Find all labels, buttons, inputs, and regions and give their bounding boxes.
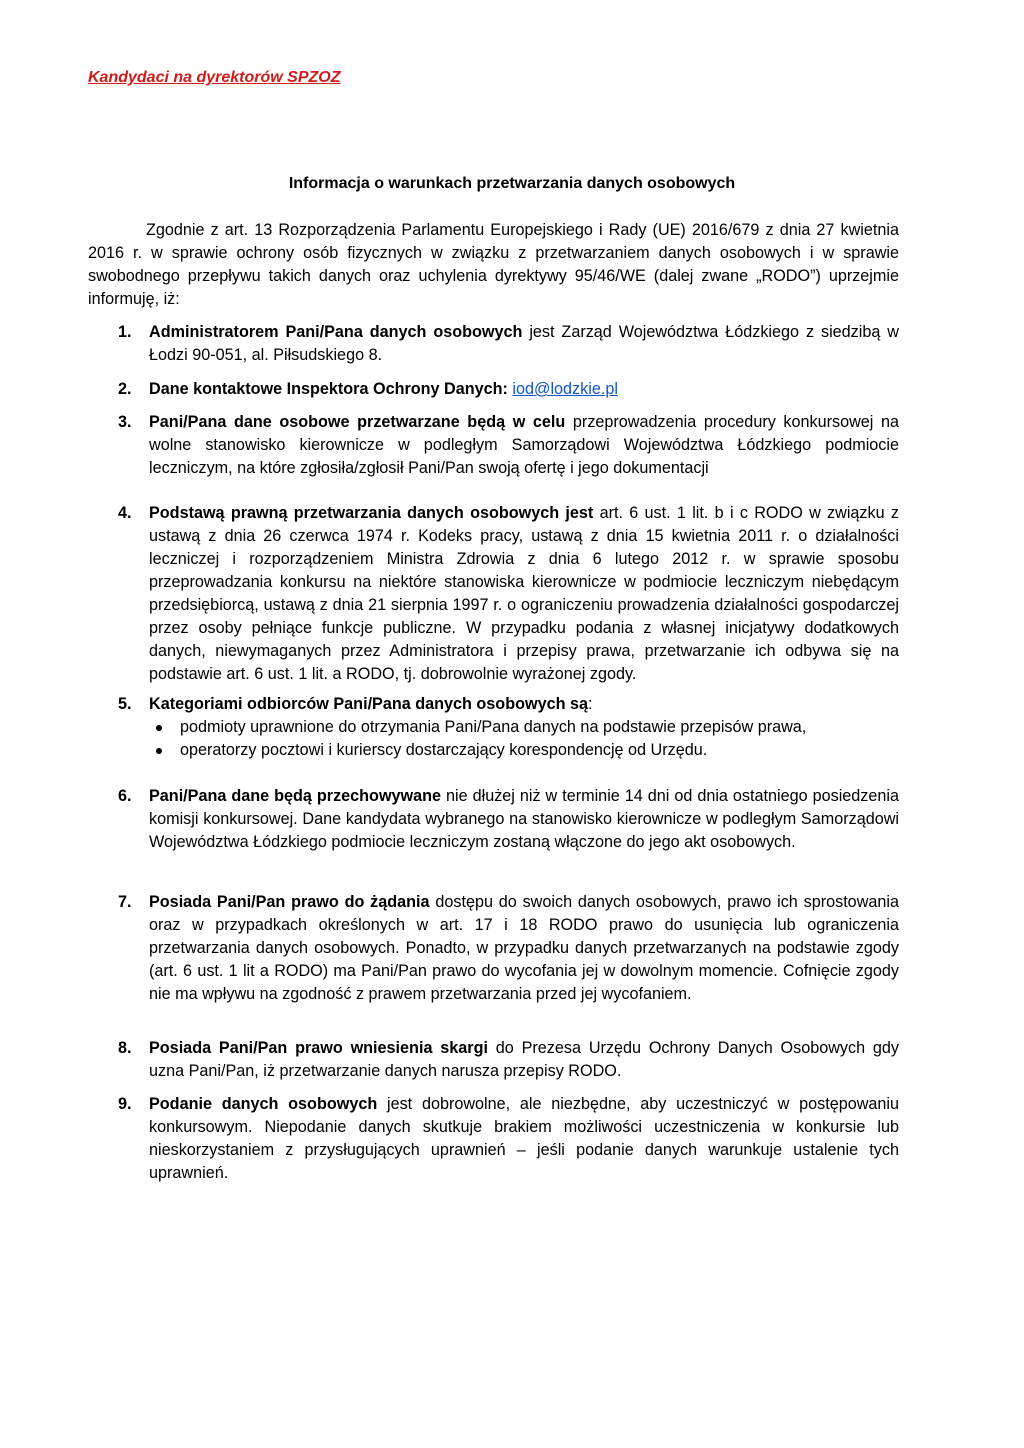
point-text xyxy=(149,378,899,401)
point-text xyxy=(149,411,899,480)
bullet-list xyxy=(149,716,899,762)
bullet-dot-icon xyxy=(156,748,162,754)
point-bold-lead: Posiada Pani/Pan prawo do żądania xyxy=(149,893,430,911)
point-text xyxy=(149,693,899,762)
point-lead-line xyxy=(149,693,899,716)
bullet-text: operatorzy pocztowi i kurierscy dostarczający korespondencję od Urzędu. xyxy=(180,741,708,759)
point-text xyxy=(149,785,899,854)
point-body: przeprowadzenia procedury konkursowej na wolne stanowisko kierownicze w podległym Samorządowi Województwa Łódzkiego podmiocie leczniczym, na które zgłosiła/zgłosił Pani/Pan swoją ofertę i jego dokumentacji xyxy=(149,413,900,477)
point-number: 8. xyxy=(118,1039,132,1057)
point-body: art. 6 ust. 1 lit. b i c RODO w związku z ustawą z dnia 26 czerwca 1974 r. Kodeks pracy, ustawą z dnia 15 kwietnia 2011 r. o działalności leczniczej i rozporządzeniem Ministra Zdrowia z dnia 6 lutego 2012 r. w sprawie sposobu przeprowadzania konkursu na niektóre stanowiska kierownicze w podmiocie leczniczym niebędącym przedsiębiorcą, ustawą z dnia 21 sierpnia 1997 r. o ograniczeniu prowadzenia działalności gospodarczej przez osoby pełniące funkcje publiczne. W przypadku podania z własnej inicjatywy dodatkowych danych, niewymaganych przez Administratora i przepisy prawa, przetwarzanie ich odbywa się na podstawie art. 6 ust. 1 lit. a RODO, tj. dobrowolnie wyrażonej zgody. xyxy=(149,504,899,683)
bullet-dot-icon xyxy=(156,725,162,731)
point-text xyxy=(149,321,899,367)
intro-paragraph: Zgodnie z art. 13 Rozporządzenia Parlamentu Europejskiego i Rady (UE) 2016/679 z dnia 27 kwietnia 2016 r. w sprawie ochrony osób fizycznych w związku z przetwarzaniem danych osobowych i w sprawie swobodnego przepływu takich danych oraz uchylenia dyrektywy 95/46/WE (dalej zwane „RODO”) uprzejmie informuję, iż: xyxy=(88,221,899,308)
point-number: 5. xyxy=(118,695,132,713)
point-text xyxy=(149,1037,899,1083)
point-bold-lead: Podanie danych osobowych xyxy=(149,1095,378,1113)
point-body: jest Zarząd Województwa Łódzkiego z siedzibą w Łodzi 90-051, al. Piłsudskiego 8. xyxy=(149,323,899,364)
point-number: 6. xyxy=(118,787,132,805)
point-text xyxy=(149,891,899,1006)
document-title: Informacja o warunkach przetwarzania danych osobowych xyxy=(288,175,736,192)
point-body: : xyxy=(587,695,593,713)
point-bold-lead: Kategoriami odbiorców Pani/Pana danych osobowych są xyxy=(149,695,588,713)
point-body: nie dłużej niż w terminie 14 dni od dnia ostatniego posiedzenia komisji konkursowej. Dane kandydata wybranego na stanowisko kierownicze w podległym Samorządowi Województwa Łódzkiego podmiocie leczniczym zostaną włączone do jego akt osobowych. xyxy=(149,787,899,851)
bullet-item xyxy=(149,716,899,739)
point-bold-lead: Dane kontaktowe Inspektora Ochrony Danych: xyxy=(149,380,508,398)
bullet-text: podmioty uprawnione do otrzymania Pani/Pana danych na podstawie przepisów prawa, xyxy=(180,718,807,736)
point-number: 9. xyxy=(118,1095,132,1113)
point-bold-lead: Pani/Pana dane osobowe przetwarzane będą w celu xyxy=(149,413,566,431)
point-number: 7. xyxy=(118,893,132,911)
point-body: do Prezesa Urzędu Ochrony Danych Osobowych gdy uzna Pani/Pan, iż przetwarzanie danych narusza przepisy RODO. xyxy=(149,1039,900,1080)
point-bold-lead: Pani/Pana dane będą przechowywane xyxy=(149,787,442,805)
email-link[interactable]: iod@lodzkie.pl xyxy=(512,380,618,398)
point-number: 1. xyxy=(118,323,132,341)
header-link[interactable]: Kandydaci na dyrektorów SPZOZ xyxy=(88,69,341,86)
point-number: 3. xyxy=(118,413,132,431)
point-bold-lead: Administratorem Pani/Pana danych osobowych xyxy=(149,323,523,341)
point-bold-lead: Posiada Pani/Pan prawo wniesienia skargi xyxy=(149,1039,488,1057)
point-text xyxy=(149,502,899,686)
bullet-item xyxy=(149,739,899,762)
point-number: 2. xyxy=(118,380,132,398)
point-body: jest dobrowolne, ale niezbędne, aby uczestniczyć w postępowaniu konkursowym. Niepodanie danych skutkuje brakiem możliwości uczestniczenia w konkursie lub nieskorzystaniem z przysługujących uprawnień – jeśli podanie danych warunkuje ustalenie tych uprawnień. xyxy=(149,1095,899,1182)
point-body: dostępu do swoich danych osobowych, prawo ich sprostowania oraz w przypadkach określonych w art. 17 i 18 RODO prawo do usunięcia lub ograniczenia przetwarzania danych osobowych. Ponadto, w przypadku danych przetwarzanych na podstawie zgody (art. 6 ust. 1 lit a RODO) ma Pani/Pan prawo do wycofania jej w dowolnym momencie. Cofnięcie zgody nie ma wpływu na zgodność z prawem przetwarzania przed jej wycofaniem. xyxy=(149,893,899,1003)
point-number: 4. xyxy=(118,504,132,522)
point-bold-lead: Podstawą prawną przetwarzania danych osobowych jest xyxy=(149,504,594,522)
point-text xyxy=(149,1093,899,1185)
